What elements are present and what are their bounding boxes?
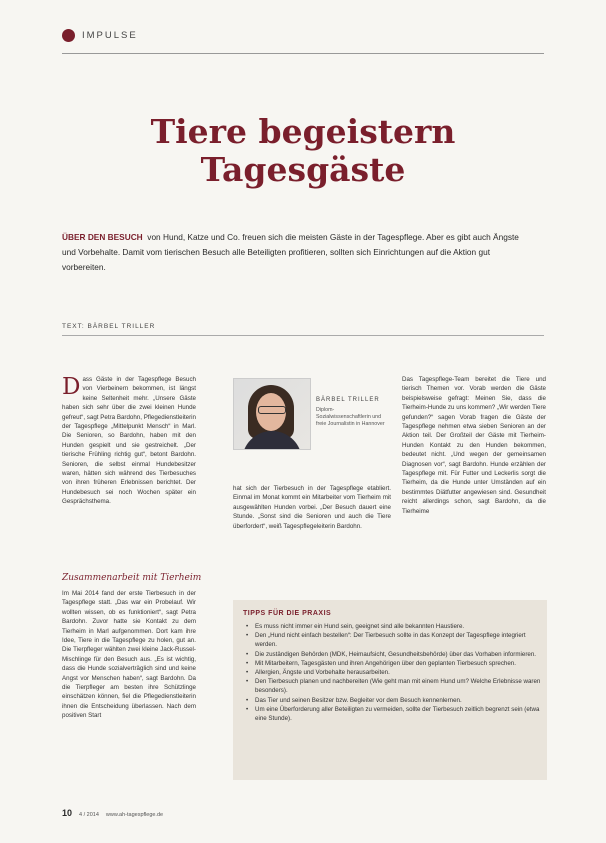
tips-item: • Es muss nicht immer ein Hund sein, geeignet sind alle bekannten Haustiere. <box>243 622 543 631</box>
author-name: BÄRBEL TRILLER <box>316 397 380 403</box>
page-footer <box>62 808 163 818</box>
body-column-1b: Im Mai 2014 fand der erste Tierbesuch in der Tagespflege statt. „Das war ein Probelauf. Wir wollten wissen, ob es funktioniert“, sagt Petra Bardohn. Zuvor hatte sie Kontakt zu dem Tierheim in Marl aufgenommen. Dort kam ihre Idee, Tiere in die Tagespflege zu holen, gut an. Die Tierpfleger wählten zwei kleine Jack-Russel-Mischlinge für den Besuch aus. „Es ist wichtig, dass die Hunde sozialverträglich sind und keine Angst vor Menschen haben“, sagt Bardohn. Da die Tierpfleger am besten ihre Schützlinge einschätzen können, fiel die Pflegedienstleiterin ihnen die Entscheidung überlassen. Nach dem positiven Start <box>62 590 196 720</box>
issue-number: 4 / 2014 <box>79 812 99 818</box>
section-header <box>62 29 138 42</box>
section-divider <box>62 53 544 54</box>
tips-item: • Mit Mitarbeitern, Tagesgästen und ihren Angehörigen über den geplanten Tierbesuch sprechen. <box>243 659 543 668</box>
tips-item: • Allergien, Ängste und Vorbehalte herausarbeiten. <box>243 668 543 677</box>
byline: TEXT: BÄRBEL TRILLER <box>62 323 156 330</box>
footer-url[interactable]: www.ah-tagespflege.de <box>105 812 164 818</box>
tips-list <box>243 622 543 723</box>
photo-glasses <box>258 406 286 414</box>
lead-kicker: ÜBER DEN BESUCH <box>62 232 143 242</box>
body-column-1 <box>62 375 196 507</box>
tips-item: • Den „Hund nicht einfach bestellen“: Der Tierbesuch sollte in das Konzept der Tagespflege integriert werden. <box>243 631 543 649</box>
body-column-1-text: ass Gäste in der Tagespflege Besuch von Vierbeinern bekommen, ist längst keine Seltenheit mehr. „Unsere Gäste haben sich sehr über die zwei kleinen Hunde gefreut“, sagt Petra Bardohn, Pflegedienstleiterin der Tagespflege „Mittelpunkt Mensch“ in Marl. Die Senioren, so Bardohn, haben mit den Hunden gespielt und sie gestreichelt. „Der tierische Frühling richtig gut“, betont Bardohn. Senioren, die selbst einmal Hundebesitzer waren, hätten sich während des Tierbesuches von ihren früheren Erlebnissen berichtet. Der Hundebesuch sei noch Wochen später ein Gesprächsthema. <box>62 376 196 506</box>
page-number: 10 <box>62 808 73 818</box>
body-column-2: hat sich der Tierbesuch in der Tagespflege etabliert. Einmal im Monat kommt ein Mitarbeiter vom Tierheim mit ausgewählten Hunden vorbei. „Der Besuch dauert eine Stunde. „Sonst sind die Senioren und auch die Tiere überfordert“, weiß Tagespflegeleiterin Bardohn. <box>233 485 391 530</box>
author-photo <box>233 378 311 450</box>
tips-item: • Den Tierbesuch planen und nachbereiten (Wie geht man mit einem Hund um? Welche Erlebnisse waren besonders). <box>243 677 543 695</box>
body-column-3: Das Tagespflege-Team bereitet die Tiere und tierisch Themen vor. Vorab werden die Gäste beispielsweise gefragt: Meinen Sie, dass die Tierheim-Hunde zu uns kommen? „Wir werden Tiere gefunden?“ sagen Vorab fragen die Gäste der Tagespflege nehmen etwa sieben Senioren an der Aktion teil. Der Großteil der Gäste mit Tierheim-Hunden Kontakt zu den Hunden bekommen, bedeutet nicht. „Und wegen der gemeinsamen Diagnosen vor“, sagt Bardohn. Hunde erzählen der Tagespflege mit. Für Futter und Leckerlis sorgt die Tierheim, da die Hunde unter Umständen auf ein bestimmtes Diätfutter angewiesen sind. Gesundheit reicht allerdings schon, sagt Bardohn, da die Tierheime <box>402 376 546 515</box>
title-line-1: Tiere begeistern <box>150 112 456 151</box>
tips-title: TIPPS FÜR DIE PRAXIS <box>243 610 332 617</box>
section-label: IMPULSE <box>82 30 138 41</box>
drop-cap: D <box>62 374 81 400</box>
tips-item: • Um eine Überforderung aller Beteiligten zu vermeiden, sollte der Tierbesuch zeitlich begrenzt sein (etwa eine Stunde). <box>243 705 543 723</box>
article-title <box>0 113 606 189</box>
byline-divider <box>62 335 544 336</box>
tips-item: • Das Tier und seinen Besitzer bzw. Begleiter vor dem Besuch kennenlernen. <box>243 696 543 705</box>
lead-text: von Hund, Katze und Co. freuen sich die meisten Gäste in der Tagespflege. Aber es gibt auch Ängste und Vorbehalte. Damit vom tierischen Besuch alle Beteiligten profitieren, sollten sich Einrichtungen auf die Aktion gut vorbereiten. <box>62 232 519 272</box>
tips-item: • Die zuständigen Behörden (MDK, Heimaufsicht, Gesundheitsbehörde) über das Vorhaben informieren. <box>243 650 543 659</box>
title-line-2: Tagesgäste <box>200 150 406 189</box>
tips-box <box>233 600 547 780</box>
article-lead <box>62 230 522 275</box>
subheading: Zusammenarbeit mit Tierheim <box>62 573 202 583</box>
section-marker-icon <box>62 29 75 42</box>
author-bio: Diplom-Sozialwissenschaftlerin und freie Journalistin in Hannover <box>316 407 385 427</box>
